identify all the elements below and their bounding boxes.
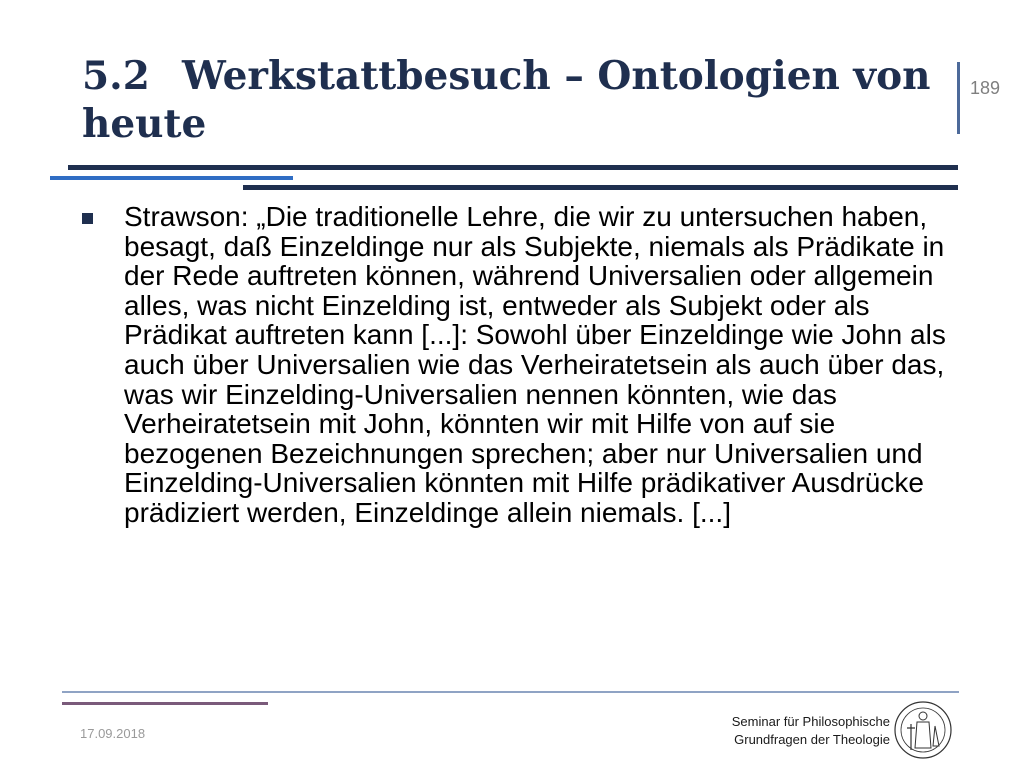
header-rule-bottom — [243, 185, 958, 190]
strawson-quote: Strawson: „Die traditionelle Lehre, die wir zu untersuchen haben, besagt, daß Einzeldinge nur als Subjekte, niemals als Prädikate in der Rede auftreten können, während Universalien oder allgemein alles, was nicht Einzelding ist, entweder als Subjekt oder als Prädikat auftreten kann [...]: Sowohl über Einzeldinge wie John als auch über Universalien wie das Verheiratetsein als auch über das, was wir Einzelding-Universalien nennen könnten, wie das Verheiratetsein mit John, könnten wir mit Hilfe von auf sie bezogenen Bezeichnungen sprechen; aber nur Universalien und Einzelding-Universalien könnten mit Hilfe prädikativer Ausdrücke prädiziert werden, Einzeldinge allein niemals. [...] — [124, 201, 946, 528]
seminar-name-line-2: Grundfragen der Theologie — [734, 732, 890, 747]
footer-rule — [62, 691, 959, 693]
slide-title — [82, 52, 932, 148]
footer-date: 17.09.2018 — [80, 726, 146, 741]
seminar-name — [700, 713, 890, 749]
slide-number: 189 — [970, 78, 1001, 98]
slide-title-number: 5.2 — [82, 53, 150, 99]
header-rule-accent — [50, 176, 293, 180]
body-bullet-list — [80, 202, 960, 528]
header-rule-top — [68, 165, 958, 170]
list-item — [80, 202, 960, 528]
title-vertical-divider — [957, 62, 960, 134]
slide-title-text: Werkstattbesuch – Ontologien von heute — [82, 53, 931, 147]
seminar-name-line-1: Seminar für Philosophische — [731, 714, 890, 729]
square-bullet-icon — [82, 213, 93, 224]
university-seal-icon — [893, 700, 953, 760]
footer-rule-accent — [62, 702, 268, 705]
